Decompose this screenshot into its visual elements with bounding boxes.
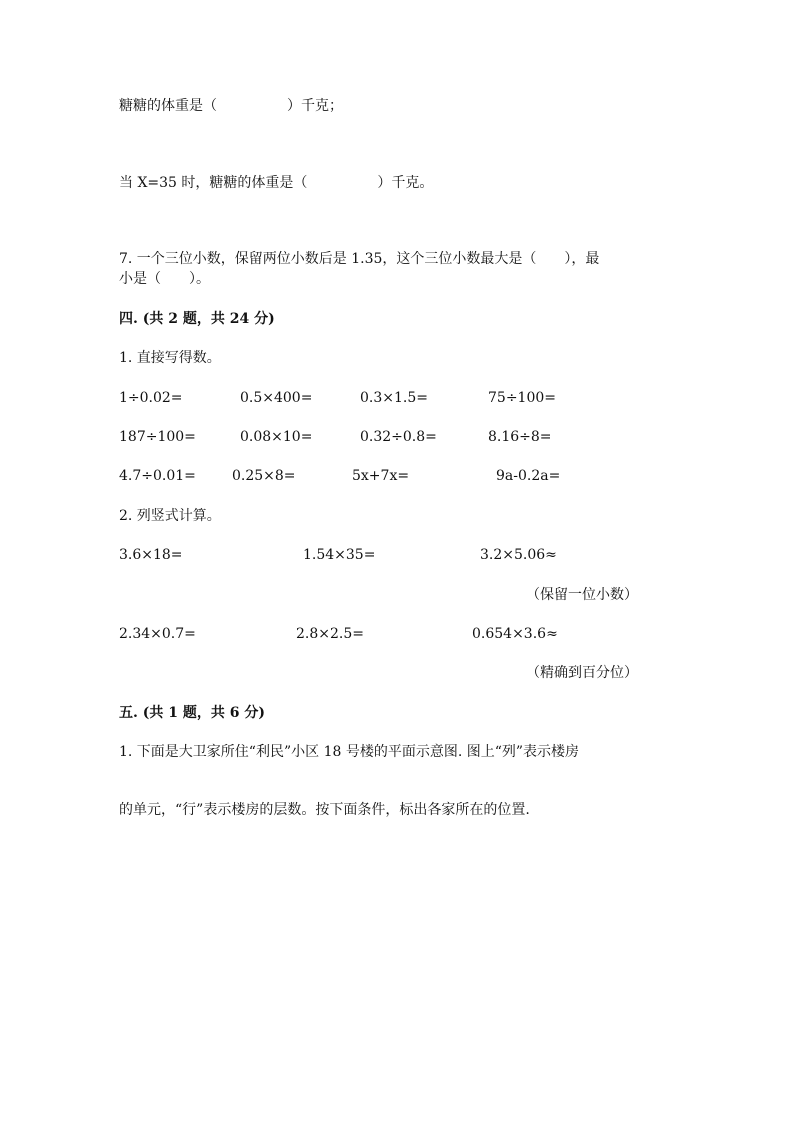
calc-item: 0.32÷0.8=: [360, 429, 437, 445]
calc-item: 4.7÷0.01=: [119, 468, 196, 484]
vertical-calc-item: 0.654×3.6≈: [472, 626, 558, 642]
vertical-calc-item: 1.54×35=: [303, 547, 376, 563]
rounding-note-2: （精确到百分位）: [526, 665, 638, 681]
calc-item: 9a-0.2a=: [496, 468, 561, 484]
calc-item: 187÷100=: [119, 429, 196, 445]
vertical-calc-item: 3.6×18=: [119, 547, 183, 563]
question-6-weight-line: 糖糖的体重是（ ）千克；: [119, 98, 343, 114]
question-6-x35-line: 当 X=35 时，糖糖的体重是（ ）千克。: [119, 175, 434, 191]
section-5-question-1-line-1: 1. 下面是大卫家所住“利民”小区 18 号楼的平面示意图. 图上“列”表示楼房: [119, 744, 580, 760]
question-7-line-2: 小是（ ）。: [119, 271, 210, 287]
question-7-line-1: 7. 一个三位小数，保留两位小数后是 1.35，这个三位小数最大是（ ），最: [119, 251, 600, 267]
calc-item: 0.08×10=: [240, 429, 313, 445]
section-4-heading: 四. (共 2 题，共 24 分): [119, 311, 275, 327]
vertical-calc-item: 2.8×2.5=: [296, 626, 364, 642]
rounding-note-1: （保留一位小数）: [526, 587, 638, 603]
section-4-question-2-title: 2. 列竖式计算。: [119, 508, 221, 524]
section-5-heading: 五. (共 1 题，共 6 分): [119, 705, 265, 721]
calc-item: 0.5×400=: [240, 390, 313, 406]
calc-item: 1÷0.02=: [119, 390, 183, 406]
calc-item: 75÷100=: [488, 390, 556, 406]
calc-item: 0.25×8=: [232, 468, 296, 484]
vertical-calc-item: 2.34×0.7=: [119, 626, 196, 642]
section-4-question-1-title: 1. 直接写得数。: [119, 350, 221, 366]
calc-item: 0.3×1.5=: [360, 390, 428, 406]
calc-item: 5x+7x=: [352, 468, 410, 484]
calc-item: 8.16÷8=: [488, 429, 552, 445]
section-5-question-1-line-2: 的单元，“行”表示楼房的层数。按下面条件，标出各家所在的位置.: [119, 802, 530, 818]
vertical-calc-item: 3.2×5.06≈: [480, 547, 557, 563]
